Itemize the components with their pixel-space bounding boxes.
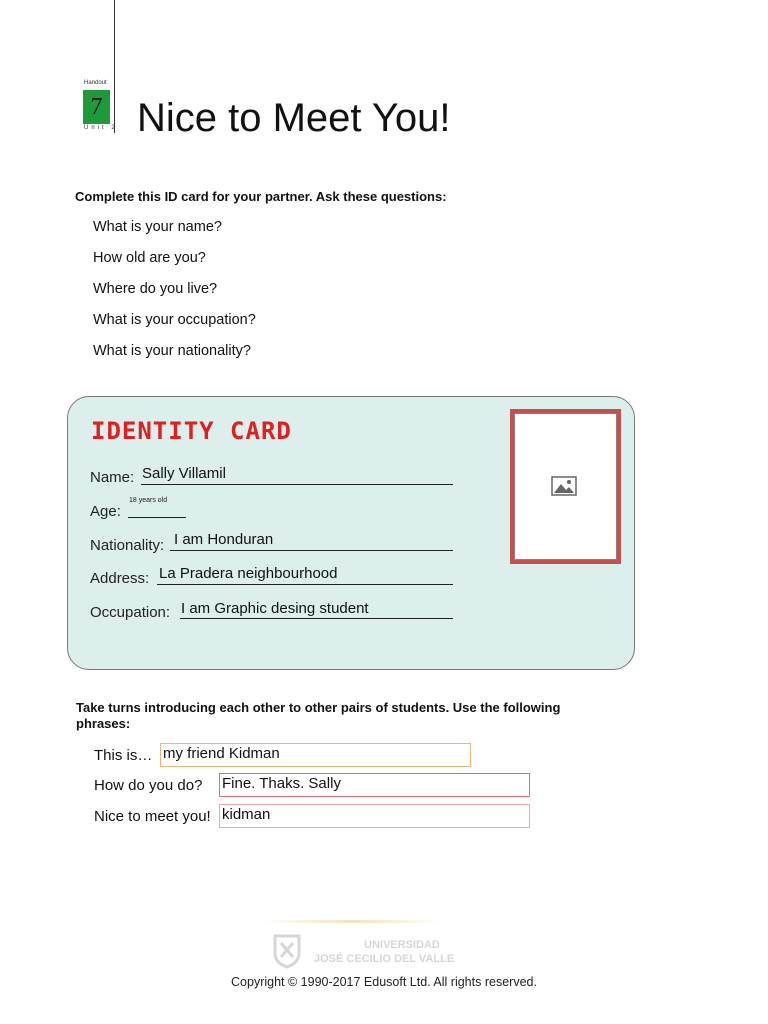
phrase-this-is: This is… xyxy=(94,747,153,764)
footer-divider xyxy=(262,920,444,923)
age-label: Age: xyxy=(90,503,121,520)
nationality-field[interactable]: I am Honduran xyxy=(174,531,274,548)
header-divider-line xyxy=(114,0,115,133)
name-underline xyxy=(141,484,453,485)
copyright-text: Copyright © 1990-2017 Edusoft Ltd. All rights reserved. xyxy=(231,975,537,989)
question-item: What is your nationality? xyxy=(93,343,251,359)
occupation-label: Occupation: xyxy=(90,604,171,621)
name-field[interactable]: Sally Villamil xyxy=(142,465,226,482)
question-item: How old are you? xyxy=(93,250,206,266)
occupation-underline xyxy=(180,618,453,619)
unit-label: Unit 2 xyxy=(84,125,118,131)
question-list xyxy=(93,218,256,373)
identity-card-title: IDENTITY CARD xyxy=(91,417,292,445)
age-field[interactable]: 18 years old xyxy=(129,497,168,504)
instructions-intro: Complete this ID card for your partner. Ask these questions: xyxy=(75,189,447,204)
university-logo-icon xyxy=(272,933,302,969)
age-underline xyxy=(128,517,186,518)
address-label: Address: xyxy=(90,570,150,587)
nationality-label: Nationality: xyxy=(90,537,165,554)
answer-this-is-field[interactable]: my friend Kidman xyxy=(160,743,471,767)
question-item: What is your occupation? xyxy=(93,312,256,328)
answer-nice-to-meet-you-field[interactable]: kidman xyxy=(219,804,530,828)
page-title: Nice to Meet You! xyxy=(137,96,451,140)
introductions-intro: Take turns introducing each other to other pairs of students. Use the following phrases: xyxy=(76,700,561,731)
question-item: Where do you live? xyxy=(93,281,218,297)
logo-text-name: JOSÉ CECILIO DEL VALLE xyxy=(314,953,455,965)
logo-text-university: UNIVERSIDAD xyxy=(364,939,440,951)
name-label: Name: xyxy=(90,469,135,486)
answer-how-do-you-do-field[interactable]: Fine. Thaks. Sally xyxy=(219,773,530,797)
occupation-field[interactable]: I am Graphic desing student xyxy=(181,600,369,617)
question-item: What is your name? xyxy=(93,219,222,235)
nationality-underline xyxy=(170,550,453,551)
phrase-how-do-you-do: How do you do? xyxy=(94,777,203,794)
address-underline xyxy=(157,584,453,585)
handout-label: Handout xyxy=(84,80,107,86)
image-placeholder-icon xyxy=(551,476,577,496)
address-field[interactable]: La Pradera neighbourhood xyxy=(159,565,338,582)
phrase-nice-to-meet-you: Nice to meet you! xyxy=(94,808,211,825)
handout-number: 7 xyxy=(90,94,103,120)
